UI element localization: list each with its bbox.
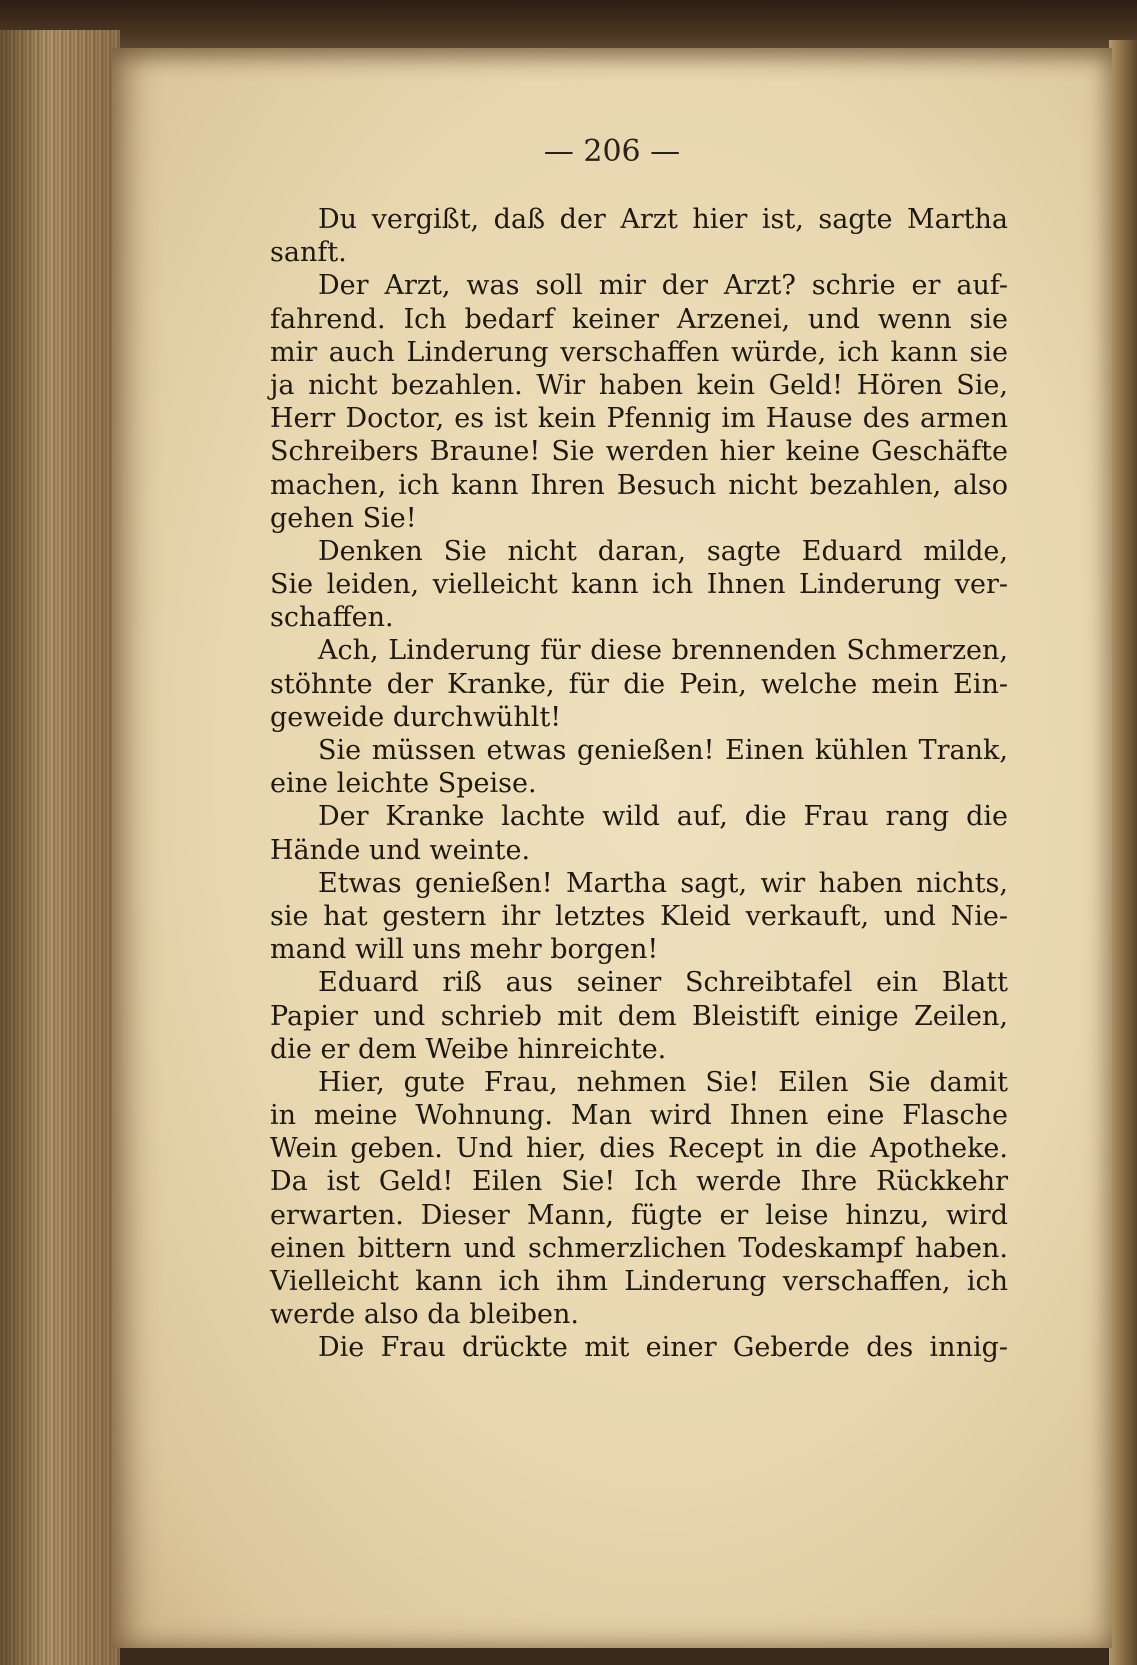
- text-line: fahrend. Ich bedarf keiner Arzenei, und wenn sie: [270, 303, 1008, 335]
- text-line: Ach, Linderung für diese brennenden Schmerzen,: [318, 635, 1008, 667]
- text-line: Sie leiden, vielleicht kann ich Ihnen Linderung ver-: [270, 569, 1008, 601]
- text-line: stöhnte der Kranke, für die Pein, welche mein Ein-: [270, 668, 1008, 700]
- text-line: Hier, gute Frau, nehmen Sie! Eilen Sie damit: [318, 1066, 1008, 1098]
- book-right-edge: [1109, 40, 1137, 1665]
- text-line: die er dem Weibe hinreichte.: [270, 1033, 667, 1065]
- text-line: Eduard riß aus seiner Schreibtafel ein Blatt: [318, 967, 1008, 999]
- text-line: geweide durchwühlt!: [270, 701, 562, 733]
- text-line: in meine Wohnung. Man wird Ihnen eine Flasche: [270, 1100, 1008, 1132]
- text-line: Der Kranke lachte wild auf, die Frau rang die: [318, 801, 1008, 833]
- text-line: Denken Sie nicht daran, sagte Eduard milde,: [318, 535, 1008, 567]
- text-line: mir auch Linderung verschaffen würde, ich kann sie: [270, 336, 1008, 368]
- text-line: Hände und weinte.: [270, 834, 531, 866]
- text-line: sanft.: [270, 237, 347, 269]
- text-line: erwarten. Dieser Mann, fügte er leise hinzu, wird: [270, 1199, 1008, 1231]
- text-line: eine leichte Speise.: [270, 768, 537, 800]
- text-line: schaffen.: [270, 602, 394, 634]
- text-line: sie hat gestern ihr letztes Kleid verkauft, und Nie-: [270, 900, 1008, 932]
- text-line: Da ist Geld! Eilen Sie! Ich werde Ihre Rückkehr: [270, 1166, 1008, 1198]
- text-line: Wein geben. Und hier, dies Recept in die Apotheke.: [270, 1133, 1008, 1165]
- page-number: — 206 —: [543, 134, 681, 169]
- text-line: einen bittern und schmerzlichen Todeskampf haben.: [270, 1232, 1008, 1264]
- book-page: [112, 48, 1112, 1648]
- text-line: Herr Doctor, es ist kein Pfennig im Hause des armen: [270, 403, 1008, 435]
- text-line: gehen Sie!: [270, 502, 417, 534]
- text-line: Vielleicht kann ich ihm Linderung verschaffen, ich: [270, 1266, 1008, 1297]
- page-edges-shadow: [0, 30, 120, 1665]
- text-line: Der Arzt, was soll mir der Arzt? schrie er auf-: [318, 270, 1008, 302]
- text-line: Papier und schrieb mit dem Bleistift einige Zeilen,: [270, 1000, 1008, 1032]
- text-line: werde also da bleiben.: [270, 1299, 579, 1331]
- text-line: Etwas genießen! Martha sagt, wir haben nichts,: [318, 867, 1008, 899]
- text-line: Sie müssen etwas genießen! Einen kühlen Trank,: [318, 735, 1008, 766]
- text-line: Schreibers Braune! Sie werden hier keine Geschäfte: [270, 436, 1008, 468]
- body-text: [270, 203, 1008, 1365]
- text-line: mand will uns mehr borgen!: [270, 934, 659, 966]
- text-line: Die Frau drückte mit einer Geberde des innig-: [318, 1332, 1008, 1364]
- text-line: machen, ich kann Ihren Besuch nicht bezahlen, also: [270, 469, 1008, 501]
- text-line: Du vergißt, daß der Arzt hier ist, sagte Martha: [318, 204, 1008, 235]
- text-line: ja nicht bezahlen. Wir haben kein Geld! Hören Sie,: [270, 369, 1008, 401]
